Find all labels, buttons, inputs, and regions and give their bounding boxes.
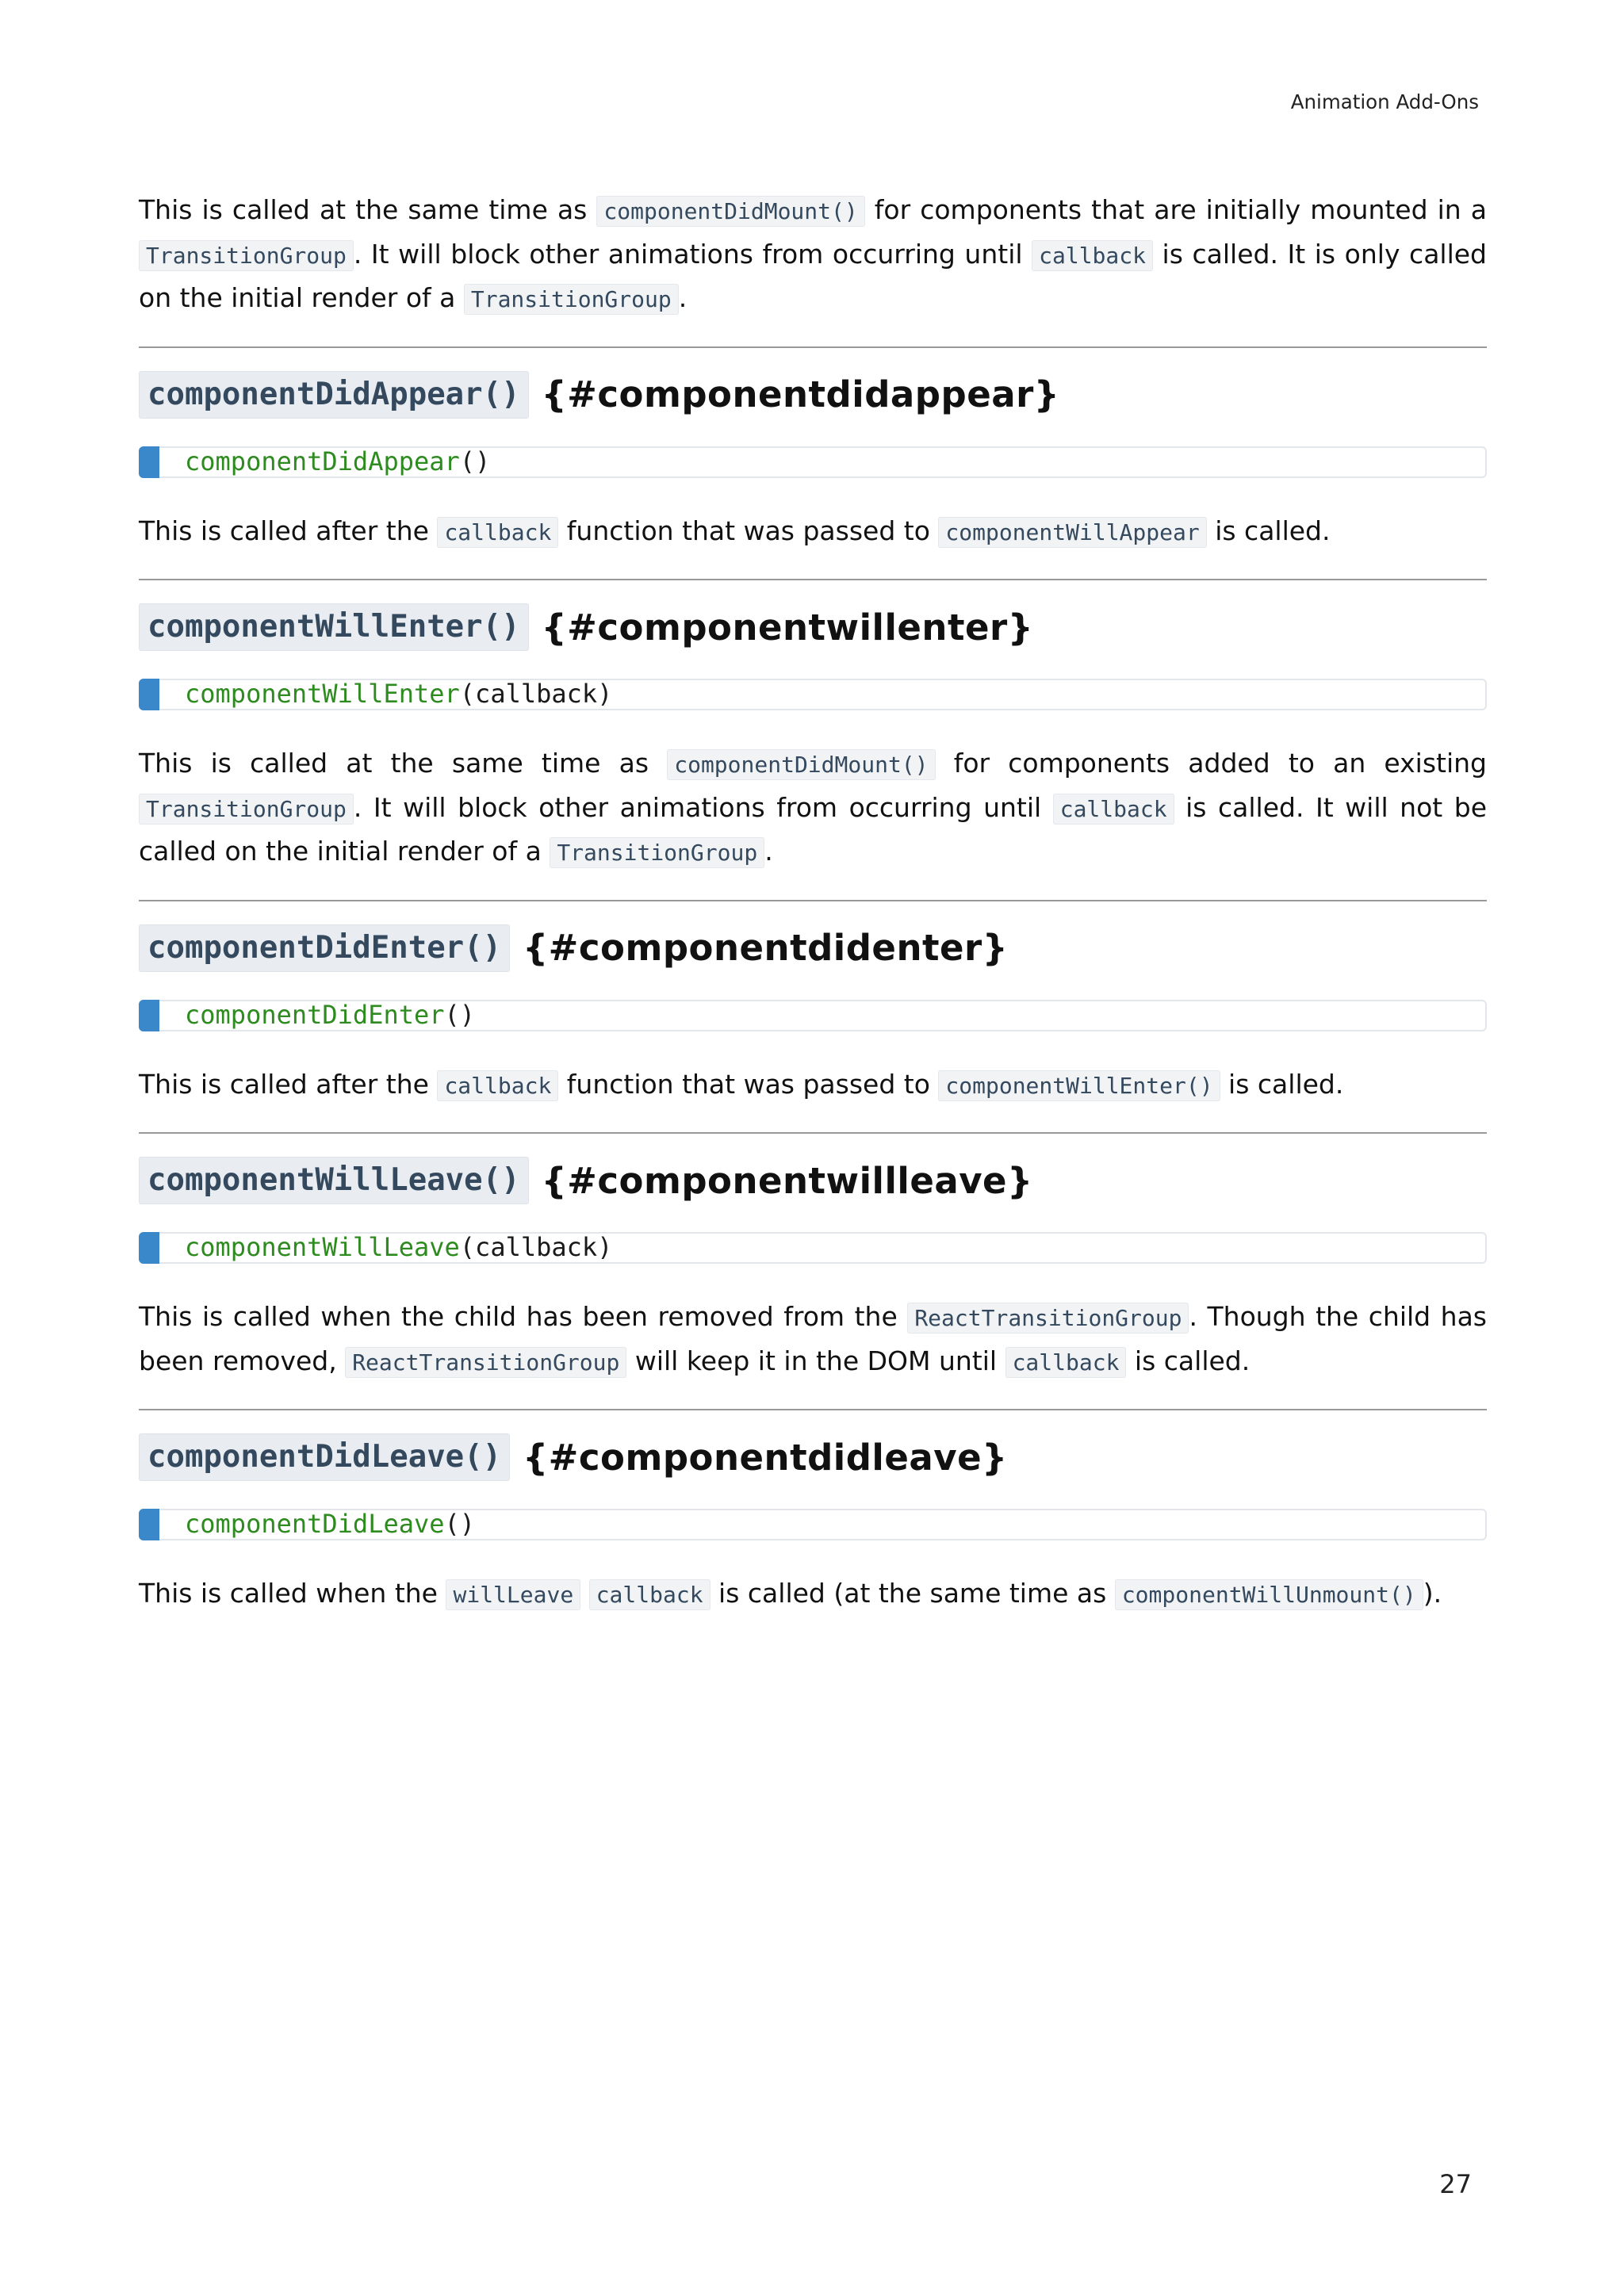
inline-code: TransitionGroup [550, 837, 764, 868]
signature-line [185, 1232, 612, 1262]
text-run: is called. [1126, 1345, 1251, 1376]
text-run: ). [1423, 1578, 1442, 1609]
signature-args: (callback) [459, 1232, 613, 1262]
inline-code: ReactTransitionGroup [907, 1303, 1189, 1334]
signature-code-block [139, 679, 1487, 710]
signature-function-name: componentWillLeave [185, 1232, 460, 1262]
inline-code: componentDidMount() [596, 196, 864, 227]
section-heading-componentdidleave [139, 1434, 1487, 1480]
heading-anchor: {#componentdidappear} [541, 373, 1060, 415]
signature-args: () [444, 999, 476, 1030]
section-divider [139, 346, 1487, 348]
inline-code: componentWillAppear [938, 517, 1206, 548]
signature-line [185, 1509, 475, 1539]
signature-function-name: componentDidAppear [185, 446, 460, 476]
text-run: function that was passed to [558, 1068, 939, 1100]
inline-code: callback [1032, 240, 1153, 271]
text-run: is called. It is only called on the initial render of a [139, 238, 1488, 313]
inline-code: willLeave [446, 1579, 580, 1610]
text-run: is called. [1206, 515, 1331, 546]
inline-code: callback [437, 1070, 558, 1101]
page-number: 27 [1439, 2169, 1472, 2199]
text-run: . It will block other animations from occurring until [353, 238, 1032, 270]
code-block-marker [139, 679, 159, 710]
text-run: is called (at the same time as [710, 1578, 1115, 1609]
heading-anchor: {#componentdidleave} [523, 1436, 1008, 1479]
text-run: will keep it in the DOM until [626, 1345, 1005, 1376]
signature-function-name: componentWillEnter [185, 679, 460, 709]
section-heading-componentwillenter [139, 604, 1487, 650]
code-block-marker [139, 1000, 159, 1031]
text-run [580, 1578, 589, 1609]
text-run: . Though the child has been removed, [139, 1301, 1487, 1376]
text-run: . [678, 282, 688, 313]
section-heading-componentdidappear [139, 372, 1487, 418]
section-heading-componentwillleave [139, 1158, 1487, 1203]
intro-paragraph [139, 189, 1487, 321]
signature-args: () [444, 1509, 476, 1539]
heading-code: componentWillEnter() [139, 603, 529, 651]
code-block-marker [139, 1232, 159, 1264]
section-heading-componentdidenter [139, 925, 1487, 971]
inline-code: TransitionGroup [139, 240, 354, 271]
section-divider [139, 1132, 1487, 1134]
signature-code-block [139, 1509, 1487, 1540]
section-description [139, 1572, 1487, 1617]
text-run: This is called when the [139, 1578, 446, 1609]
text-run: for components that are initially mounted in a [864, 194, 1487, 225]
inline-code: ReactTransitionGroup [345, 1347, 626, 1378]
signature-function-name: componentDidLeave [185, 1509, 445, 1539]
text-run: . [764, 836, 773, 867]
inline-code: componentWillUnmount() [1115, 1579, 1423, 1610]
signature-line [185, 1000, 475, 1030]
text-run: This is called at the same time as [139, 748, 668, 779]
text-run: function that was passed to [558, 515, 939, 546]
text-run: is called. It will not be called on the initial render of a [139, 791, 1488, 867]
signature-code-block [139, 446, 1487, 478]
heading-code: componentDidLeave() [139, 1433, 510, 1481]
inline-code: TransitionGroup [139, 794, 354, 825]
signature-code-block [139, 1232, 1487, 1264]
text-run: . It will block other animations from occurring until [353, 791, 1053, 823]
heading-anchor: {#componentwillenter} [541, 606, 1034, 649]
section-description [139, 510, 1487, 554]
heading-code: componentWillLeave() [139, 1157, 529, 1204]
inline-code: TransitionGroup [464, 284, 679, 315]
heading-code: componentDidEnter() [139, 924, 510, 972]
text-run: This is called when the child has been removed from the [139, 1301, 908, 1332]
heading-code: componentDidAppear() [139, 371, 529, 419]
signature-args: (callback) [459, 679, 613, 709]
text-run: This is called at the same time as [139, 194, 597, 225]
signature-line [185, 446, 490, 476]
signature-line [185, 679, 612, 709]
section-description [139, 742, 1487, 874]
code-block-marker [139, 1509, 159, 1540]
inline-code: callback [1005, 1347, 1127, 1378]
text-run: is called. [1220, 1068, 1344, 1100]
section-divider [139, 579, 1487, 580]
code-block-marker [139, 446, 159, 478]
section-divider [139, 900, 1487, 901]
page-content [139, 181, 1487, 1617]
heading-anchor: {#componentwillleave} [541, 1159, 1033, 1202]
section-description [139, 1063, 1487, 1108]
inline-code: callback [437, 517, 558, 548]
signature-code-block [139, 1000, 1487, 1031]
heading-anchor: {#componentdidenter} [523, 927, 1009, 969]
inline-code: callback [589, 1579, 710, 1610]
signature-function-name: componentDidEnter [185, 999, 445, 1030]
text-run: This is called after the [139, 1068, 438, 1100]
running-header: Animation Add-Ons [1290, 90, 1479, 113]
text-run: for components added to an existing [935, 748, 1487, 779]
inline-code: callback [1053, 794, 1174, 825]
text-run: This is called after the [139, 515, 438, 546]
inline-code: componentDidMount() [667, 749, 935, 780]
inline-code: componentWillEnter() [938, 1070, 1220, 1101]
section-description [139, 1295, 1487, 1383]
section-divider [139, 1409, 1487, 1410]
signature-args: () [459, 446, 491, 476]
